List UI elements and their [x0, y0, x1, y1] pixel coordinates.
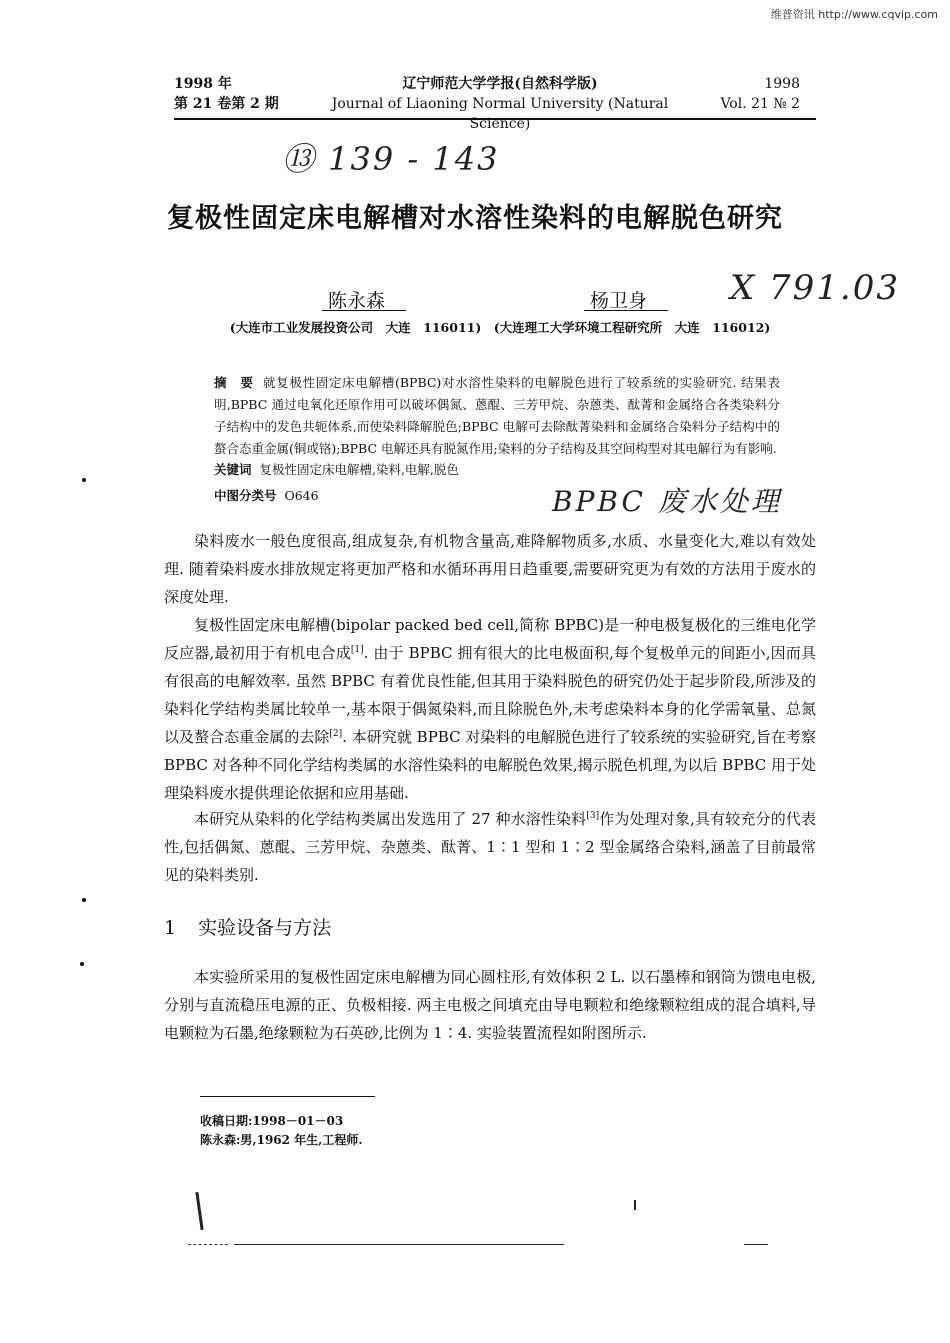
handwritten-class-code: X 791.03	[730, 268, 900, 308]
header-center	[300, 74, 700, 134]
author-1-underline	[322, 310, 406, 311]
footnote-author: 陈永森:男,1962 年生,工程师.	[200, 1133, 363, 1147]
citation-3: [3]	[586, 811, 600, 821]
scan-speck	[82, 898, 86, 902]
abstract-text: 就复极性固定床电解槽(BPBC)对水溶性染料的电解脱色进行了较系统的实验研究. 结果表明,BPBC 通过电氧化还原作用可以破坏偶氮、蒽醌、三芳甲烷、杂蒽类、酞菁和金属络合各类染料分子结构中的发色共轭体系,而使染料降解脱色;BPBC 电解可去除酞菁染料和金属络合染料分子结构中的螯合态重金属(铜或铬);BPBC 电解还具有脱氮作用;染料的分子结构及其空间构型对其电解行为有影响.	[214, 375, 780, 456]
scan-mark	[195, 1192, 203, 1230]
paragraph-3	[164, 805, 816, 889]
handwritten-tag: BPBC 废水处理	[552, 485, 782, 518]
section-title: 实验设备与方法	[198, 917, 332, 939]
paragraph-2	[164, 611, 816, 807]
paragraph-4-text: 本实验所采用的复极性固定床电解槽为同心圆柱形,有效体积 2 L. 以石墨棒和钢筒为馈电电极,分别与直流稳压电源的正、负极相接. 两主电极之间填充由导电颗粒和绝缘颗粒组成的混合填料,导电颗粒为石墨,绝缘颗粒为石英砂,比例为 1∶4. 实验装置流程如附图所示.	[164, 968, 816, 1042]
header-volume-cn: 第 21 卷第 2 期	[174, 96, 279, 112]
header-volume: Vol. 21 № 2	[720, 96, 800, 112]
author-2-underline	[584, 310, 668, 311]
author-1: 陈永森	[328, 290, 386, 312]
scan-speck	[82, 478, 86, 482]
scan-line	[234, 1244, 564, 1245]
scan-speck	[80, 962, 84, 966]
header-left	[174, 74, 279, 114]
paragraph-3-part-1: 本研究从染料的化学结构类属出发选用了 27 种水溶性染料	[194, 810, 587, 828]
scan-line	[188, 1244, 228, 1245]
journal-name-cn: 辽宁师范大学学报(自然科学版)	[402, 76, 598, 92]
citation-2: [2]	[329, 729, 343, 739]
paragraph-2-part-3: . 本研究就 BPBC 对染料的电解脱色进行了较系统的实验研究,旨在考察 BPBC 对各种不同化学结构类属的水溶性染料的电解脱色效果,揭示脱色机理,为以后 BPBC 用于处理染料废水提供理论依据和应用基础.	[164, 728, 816, 802]
section-number: 1	[164, 917, 177, 939]
classification-label: 中图分类号	[214, 488, 277, 503]
handwritten-page-range: ⑬ 139 - 143	[282, 140, 500, 178]
header-year-cn: 1998 年	[174, 76, 232, 92]
scan-mark	[634, 1200, 636, 1210]
paragraph-1-text: 染料废水一般色度很高,组成复杂,有机物含量高,难降解物质多,水质、水量变化大,难以有效处理. 随着染料废水排放规定将更加严格和水循环再用日趋重要,需要研究更为有效的方法用于废水的深度处理.	[164, 532, 816, 606]
keywords	[214, 460, 459, 478]
footnote-received: 收稿日期:1998－01－03	[200, 1114, 344, 1128]
footnotes	[200, 1112, 363, 1150]
paper-title: 复极性固定床电解槽对水溶性染料的电解脱色研究	[167, 203, 783, 234]
paragraph-3-part-2: 作为处理对象,具有较充分的代表性,包括偶氮、蒽醌、三芳甲烷、杂蒽类、酞菁、1∶1 型和 1∶2 型金属络合染料,涵盖了目前最常见的染料类别.	[164, 810, 816, 884]
paragraph-2-part-2: . 由于 BPBC 拥有很大的比电极面积,每个复极单元的间距小,因而具有很高的电解效率. 虽然 BPBC 有着优良性能,但其用于染料脱色的研究仍处于起步阶段,所涉及的染料化学结构类属比较单一,基本限于偶氮染料,而且除脱色外,未考虑染料本身的化学需氧量、总氮以及螯合态重金属的去除	[164, 644, 816, 746]
citation-1: [1]	[350, 645, 364, 655]
footnote-rule	[200, 1096, 375, 1097]
keywords-text: 复极性固定床电解槽,染料,电解,脱色	[259, 462, 459, 477]
paragraph-1	[164, 527, 816, 611]
header-right	[720, 74, 800, 114]
watermark: 维普资讯 http://www.cqvip.com	[770, 8, 938, 21]
scan-line	[744, 1244, 768, 1245]
section-heading-1	[164, 913, 331, 940]
paragraph-4	[164, 963, 816, 1047]
classification	[214, 486, 319, 504]
header-rule	[174, 118, 816, 120]
abstract	[214, 372, 780, 460]
classification-code: O646	[284, 488, 319, 503]
header-year: 1998	[764, 76, 800, 92]
abstract-label: 摘 要	[214, 375, 254, 390]
paragraph-2-part-1: 复极性固定床电解槽(bipolar packed bed cell,简称 BPBC)是一种电极复极化的三维电化学反应器,最初用于有机电合成	[164, 616, 816, 662]
keywords-label: 关键词	[214, 462, 252, 477]
affiliations: (大连市工业发展投资公司 大连 116011) (大连理工大学环境工程研究所 大连 116012)	[229, 320, 771, 335]
journal-name-en: Journal of Liaoning Normal University (Natural Science)	[331, 96, 669, 132]
author-2: 杨卫身	[590, 290, 648, 312]
